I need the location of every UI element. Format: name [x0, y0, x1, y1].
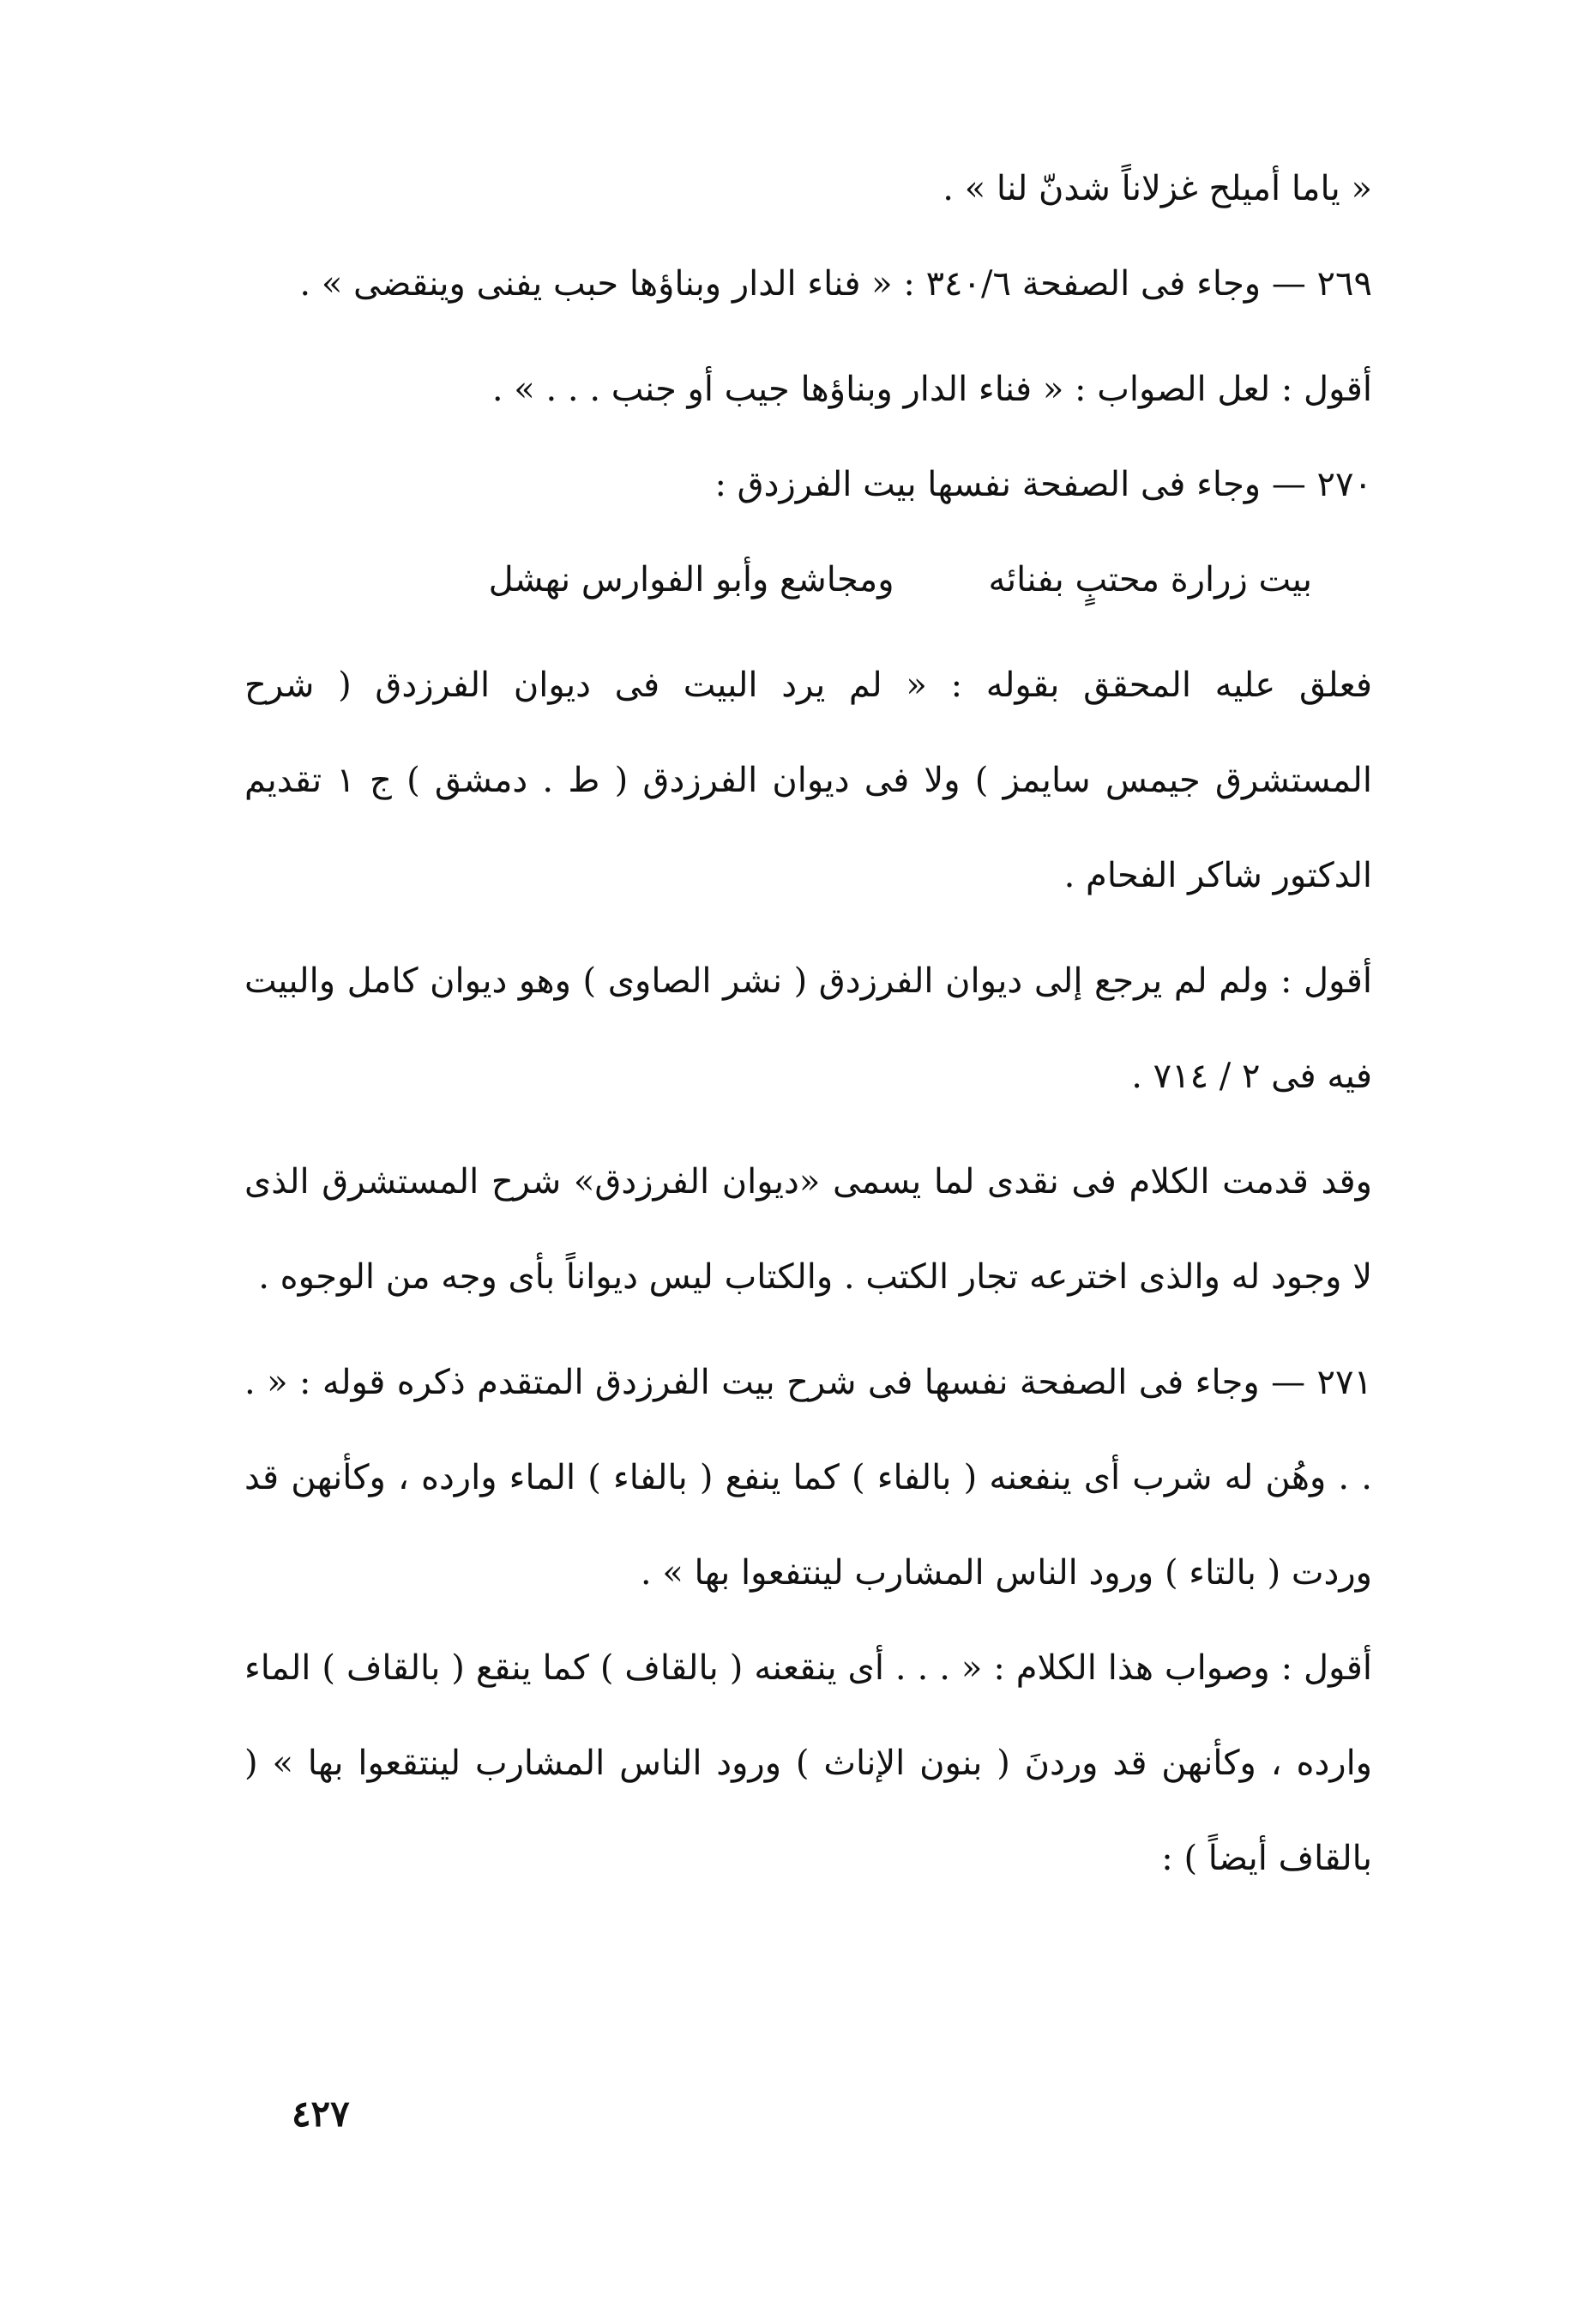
paragraph-verse-ending: « ياما أميلح غزلاناً شدنّ لنا » . [943, 169, 1372, 208]
page-number: ٤٢٧ [292, 2093, 350, 2135]
paragraph-correction-269: أقول : لعل الصواب : « فناء الدار وبناؤها جيب أو جنب . . . » . [491, 370, 1372, 409]
paragraph-entry-270: ٢٧٠ — وجاء فى الصفحة نفسها بيت الفرزدق : [714, 465, 1372, 504]
paragraph-correction-271: أقول : وصواب هذا الكلام : « . . . أى ينقعنه ( بالقاف ) كما ينقع ( بالقاف ) الماء وارده ، وكأنهن قد وردنَ ( بنون الإناث ) ورود الناس المشارب لينتقعوا بها » ( بالقاف أيضاً ) : [244, 1648, 1372, 1878]
paragraph-entry-269: ٢٦٩ — وجاء فى الصفحة ٣٤٠/٦ : « فناء الدار وبناؤها حبب يفنى وينقضى » . [299, 264, 1372, 304]
verse-right-hemistich: بيت زرارة محتبٍ بفنائه [988, 560, 1312, 599]
poetry-verse [244, 533, 1372, 628]
paragraph-editor-note: فعلق عليه المحقق بقوله : « لم يرد البيت فى ديوان الفرزدق ( شرح المستشرق جيمس سايمز ) ولا فى ديوان الفرزدق ( ط . دمشق ) ج ١ تقديم الدكتور شاكر الفحام . [244, 666, 1372, 895]
page-body [244, 142, 1372, 1906]
paragraph-response-270: أقول : ولم لم يرجع إلى ديوان الفرزدق ( نشر الصاوى ) وهو ديوان كامل والبيت فيه فى ٢ / ٧١٤ . [244, 961, 1372, 1096]
verse-left-hemistich: ومجاشع وأبو الفوارس نهشل [488, 560, 894, 599]
paragraph-critique: وقد قدمت الكلام فى نقدى لما يسمى «ديوان الفرزدق» شرح المستشرق الذى لا وجود له والذى اخترعه تجار الكتب . والكتاب ليس ديواناً بأى وجه من الوجوه . [244, 1162, 1372, 1297]
paragraph-entry-271: ٢٧١ — وجاء فى الصفحة نفسها فى شرح بيت الفرزدق المتقدم ذكره قوله : « . . . وهُن له شرب أى ينفعنه ( بالفاء ) كما ينفع ( بالفاء ) الماء وارده ، وكأنهن قد وردت ( بالتاء ) ورود الناس المشارب لينتفعوا بها » . [244, 1363, 1372, 1593]
